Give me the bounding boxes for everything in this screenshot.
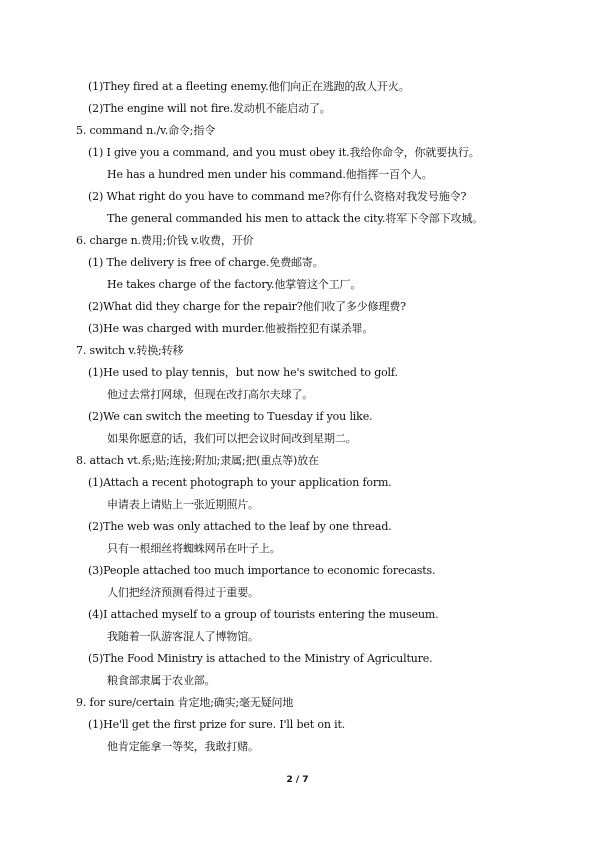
text-line: 只有一根细丝将蜘蛛网吊在叶子上。	[107, 542, 281, 555]
text-line: 我随着一队游客混人了博物馆。	[107, 630, 259, 643]
section-heading: 6. charge n.费用;价钱 v.收费，开价	[76, 234, 254, 247]
text-line: (3)People attached too much importance to economic forecasts.	[88, 564, 436, 577]
text-line: (2)What did they charge for the repair?他们收了多少修理费?	[88, 300, 406, 313]
text-line: (2)The engine will not fire.发动机不能启动了。	[88, 102, 331, 115]
text-line: (1)He used to play tennis，but now he's switched to golf.	[88, 366, 398, 379]
section-heading: 5. command n./v.命令;指令	[76, 124, 216, 137]
text-line: 如果你愿意的话，我们可以把会议时间改到星期二。	[107, 432, 357, 445]
text-line: 人们把经济预测看得过于重要。	[107, 586, 259, 599]
text-line: (2)The web was only attached to the leaf by one thread.	[88, 520, 392, 533]
section-heading: 7. switch v.转换;转移	[76, 344, 184, 357]
text-line: (5)The Food Ministry is attached to the Ministry of Agriculture.	[88, 652, 433, 665]
text-line: He has a hundred men under his command.他指挥一百个人。	[107, 168, 433, 181]
text-line: (3)He was charged with murder.他被指控犯有谋杀罪。	[88, 322, 374, 335]
section-heading: 8. attach vt.系;贴;连接;附加;隶属;把(重点等)放在	[76, 454, 319, 467]
text-line: He takes charge of the factory.他掌管这个工厂。	[107, 278, 362, 291]
text-line: (2) What right do you have to command me?你有什么资格对我发号施令?	[88, 190, 467, 203]
section-heading: 9. for sure/certain 肯定地;确实;毫无疑问地	[76, 696, 294, 709]
text-line: 他过去常打网球，但现在改打高尔夫球了。	[107, 388, 314, 401]
text-line: 他肯定能拿一等奖，我敢打赌。	[107, 740, 259, 753]
text-line: (1) The delivery is free of charge.免费邮寄。	[88, 256, 324, 269]
text-line: (1)They fired at a fleeting enemy.他们向正在逃跑的敌人开火。	[88, 80, 410, 93]
text-line: (1) I give you a command, and you must obey it.我给你命令，你就要执行。	[88, 146, 480, 159]
page-number: 2 / 7	[286, 775, 309, 785]
text-line: (4)I attached myself to a group of tourists entering the museum.	[88, 608, 439, 621]
text-line: (1)He'll get the first prize for sure. I'll bet on it.	[88, 718, 346, 731]
text-line: 申请表上请贴上一张近期照片。	[107, 498, 259, 511]
text-line: The general commanded his men to attack the city.将军下令部下攻城。	[107, 212, 484, 225]
text-line: (2)We can switch the meeting to Tuesday if you like.	[88, 410, 373, 423]
text-line: 粮食部隶属于农业部。	[107, 674, 216, 687]
text-line: (1)Attach a recent photograph to your application form.	[88, 476, 392, 489]
